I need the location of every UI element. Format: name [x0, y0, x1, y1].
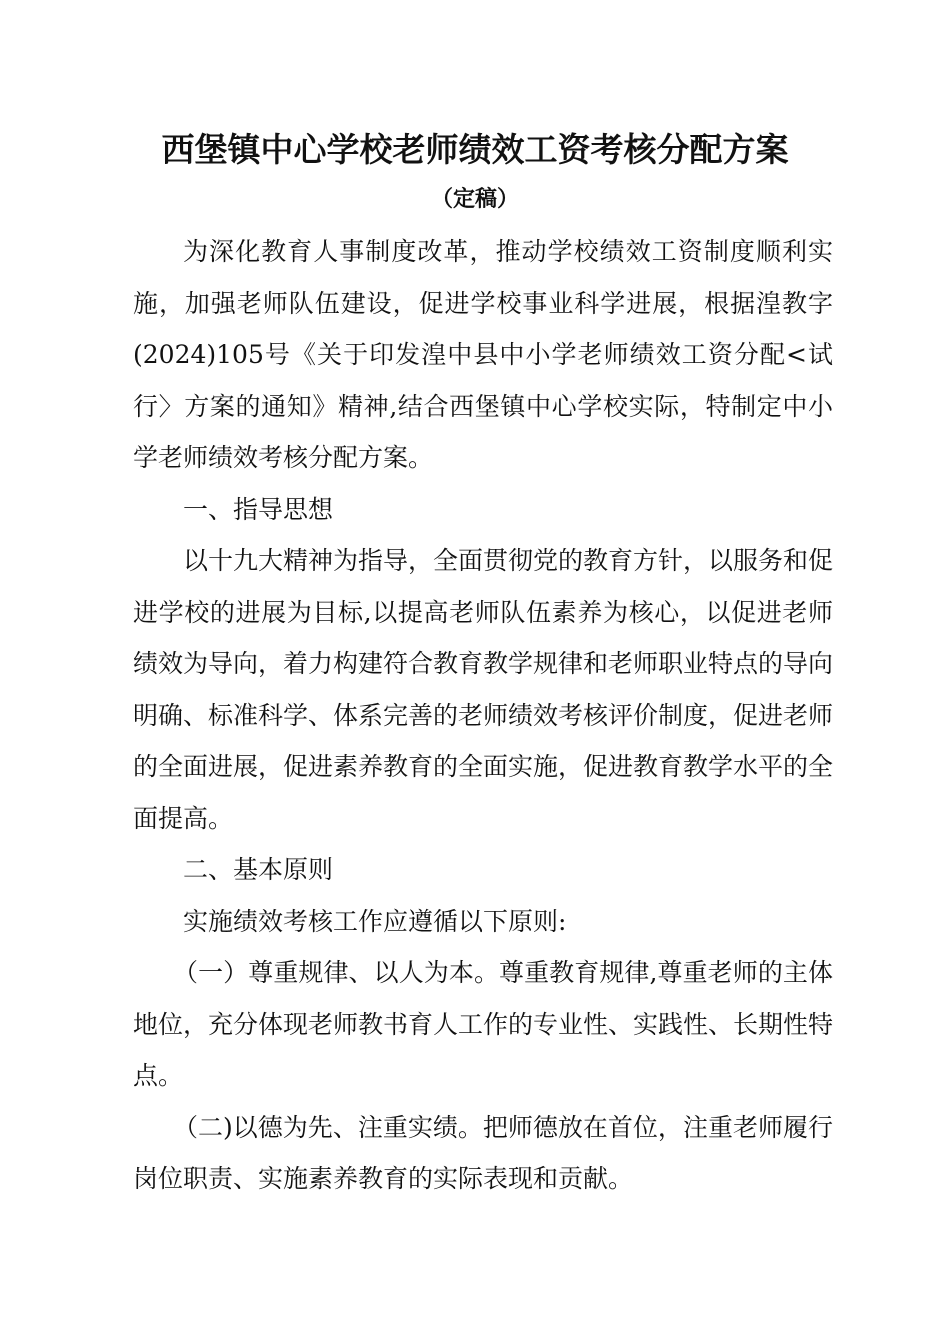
guiding-thought-paragraph: 以十九大精神为指导，全面贯彻党的教育方针，以服务和促进学校的进展为目标,以提高老师队伍素养为核心，以促进老师绩效为导向，着力构建符合教育教学规律和老师职业特点的导向明确、标准科学、体系完善的老师绩效考核评价制度，促进老师的全面进展，促进素养教育的全面实施，促进教育教学水平的全面提高。 [133, 546, 834, 833]
principle-1-paragraph: （一）尊重规律、以人为本。尊重教育规律,尊重老师的主体地位，充分体现老师教书育人工作的专业性、实践性、长期性特点。 [133, 958, 834, 1090]
document-title: 西堡镇中心学校老师绩效工资考核分配方案 [161, 130, 789, 169]
section-heading-guiding-thought: 一、指导思想 [183, 494, 334, 524]
intro-paragraph: 为深化教育人事制度改革，推动学校绩效工资制度顺利实施，加强老师队伍建设，促进学校事业科学进展，根据湟教字(2024)105号《关于印发湟中县中小学老师绩效工资分配<试行〉方案的通知》精神,结合西堡镇中心学校实际，特制定中小学老师绩效考核分配方案。 [133, 237, 833, 472]
document-body [133, 226, 833, 1205]
section-heading-basic-principles: 二、基本原则 [183, 855, 334, 884]
principle-2-paragraph: （二)以德为先、注重实绩。把师德放在首位，注重老师履行岗位职责、实施素养教育的实际表现和贡献。 [133, 1112, 833, 1193]
document-subtitle: （定稿） [430, 187, 519, 212]
principles-intro-paragraph: 实施绩效考核工作应遵循以下原则: [183, 906, 567, 936]
